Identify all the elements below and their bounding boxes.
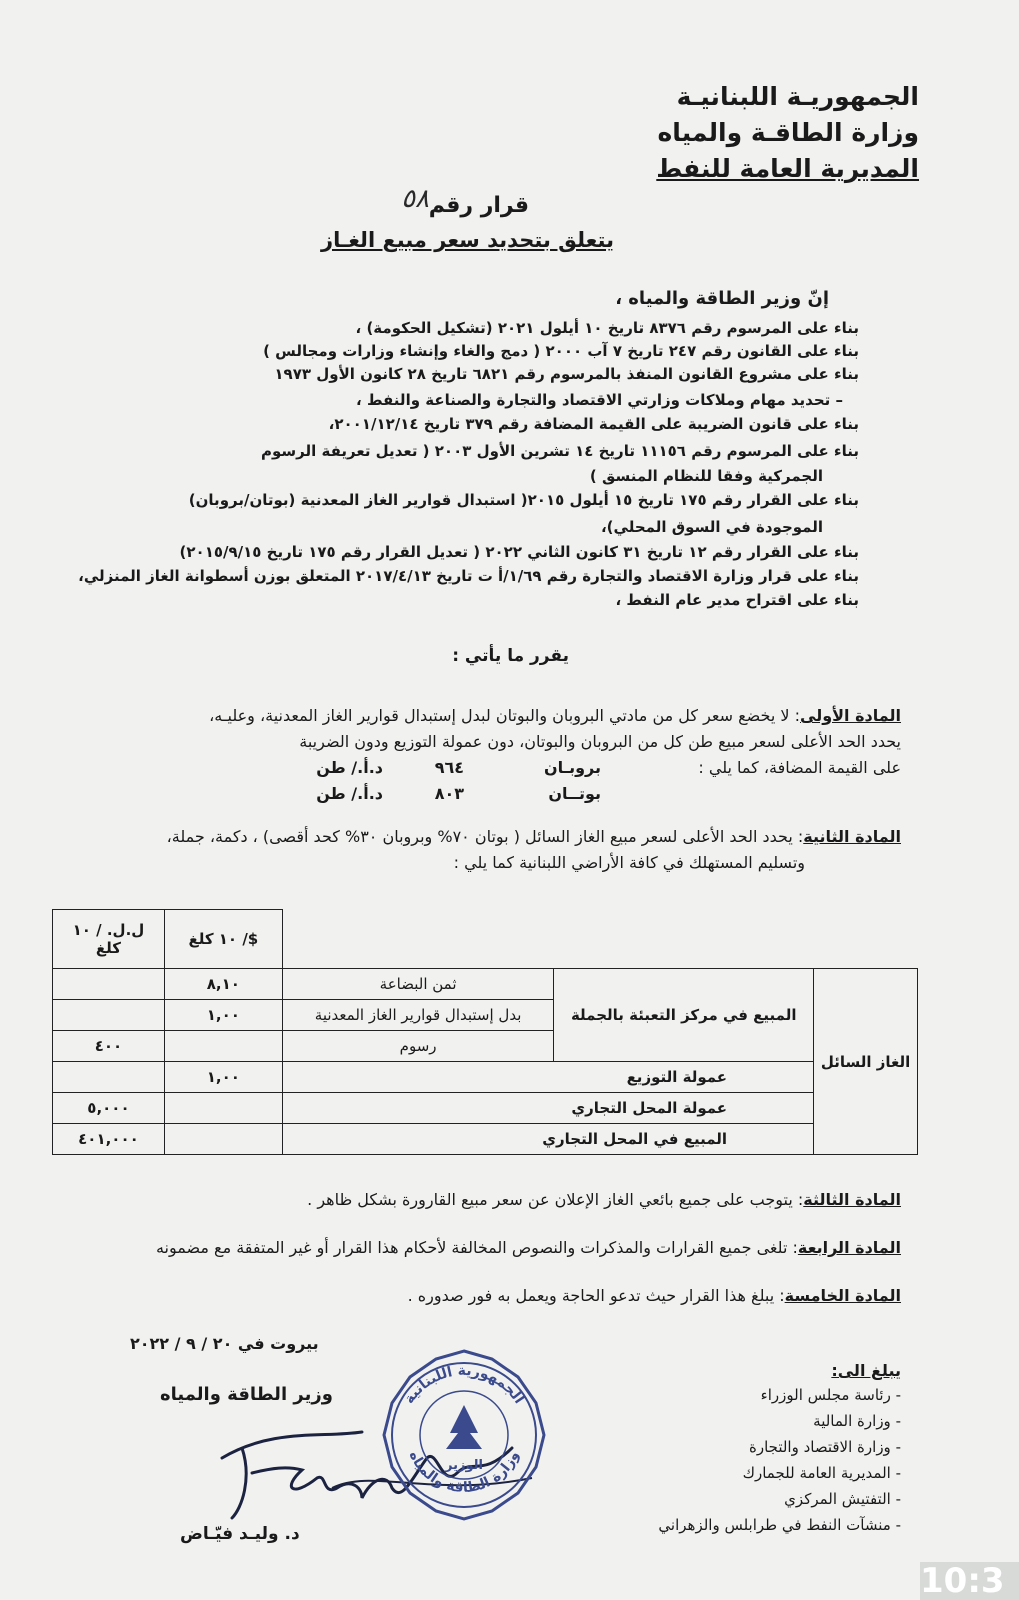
article-1-line-2: يحدد الحد الأعلى لسعر مبيع طن كل من البروبان والبوتان، دون عمولة التوزيع ودون الضريبة [299,732,901,751]
seal-center-text: الوزير [445,1458,483,1473]
preamble-line: بناء على المرسوم رقم ٨٣٧٦ تاريخ ١٠ أيلول ٢٠٢١ (تشكيل الحكومة) ، [355,319,859,337]
preamble-opening: إنّ وزير الطاقة والمياه ، [615,288,829,309]
bullet-dash-icon: - [890,1438,901,1456]
minister-name: د. وليـد فيّـاض [180,1524,300,1544]
propane-value: ٩٦٤ [434,758,464,777]
cell-item: رسوم [282,1031,554,1062]
cell-lbp: ٥,٠٠٠ [53,1093,165,1124]
article-5-label: المادة الخامسة [784,1286,901,1305]
distribution-item: - التفتيش المركزي [784,1490,901,1508]
cell-lbp [53,969,165,1000]
cell-item: بدل إستبدال قوارير الغاز المعدنية [282,1000,554,1031]
distribution-heading: يبلغ الى: [831,1361,901,1380]
place-date: بيروت في ٢٠ / ٩ / ٢٠٢٢ [130,1334,319,1353]
preamble-line: الجمركية وفقا للنظام المنسق ) [589,467,823,485]
seal-bottom-text: وزارة الطاقة والمياه [405,1448,523,1496]
article-1-label: المادة الأولى [800,706,901,725]
article-4-text: : تلغى جميع القرارات والمذكرات والنصوص المخالفة لأحكام هذا القرار أو غير المتفقة مع مضمونه [155,1238,798,1257]
cedar-icon [446,1405,482,1449]
product-lpg: الغاز السائل [814,969,918,1155]
article-2-line-1 [167,824,901,850]
cell-item: عمولة المحل التجاري [282,1093,813,1124]
minister-title: وزير الطاقة والمياه [160,1384,333,1405]
distribution-item: - منشآت النفط في طرابلس والزهراني [658,1516,901,1534]
cell-usd: ١,٠٠ [164,1000,282,1031]
ministry-heading: وزارة الطاقـة والمياه [657,118,919,147]
article-3-text: : يتوجب على جميع بائعي الغاز الإعلان عن سعر مبيع القارورة بشكل ظاهر . [307,1190,804,1209]
cell-item: المبيع في المحل التجاري [282,1124,813,1155]
bullet-dash-icon: - [890,1464,901,1482]
cell-lbp: ٤٠١,٠٠٠ [53,1124,165,1155]
cell-lbp [53,1000,165,1031]
cell-usd [164,1093,282,1124]
preamble-line: بناء على قانون الضريبة على القيمة المضافة رقم ٣٧٩ تاريخ ٢٠٠١/١٢/١٤، [328,415,859,433]
article-1-line-1 [209,703,901,729]
article-5-text: : يبلغ هذا القرار حيث تدعو الحاجة ويعمل به فور صدوره . [407,1286,785,1305]
decision-number-label: قرار رقم [428,193,529,218]
decision-subject: يتعلق بتحديد سعر مبيع الغـاز [321,228,614,252]
decision-number: ٥٨ [401,184,429,214]
header-usd: $/ ١٠ كلغ [164,910,282,969]
propane-label: بروبـان [543,758,601,777]
butane-value: ٨٠٣ [434,784,464,803]
preamble-line: بناء على اقتراح مدير عام النفط ، [615,591,859,609]
preamble-line: بناء على مشروع القانون المنفذ بالمرسوم رقم ٦٨٢١ تاريخ ٢٨ كانون الأول ١٩٧٣ [274,365,859,383]
distribution-item: - المديرية العامة للجمارك [742,1464,901,1482]
header-lbp: ل.ل. / ١٠ كلغ [53,910,165,969]
cell-usd: ٨,١٠ [164,969,282,1000]
propane-unit: د.أ./ طن [316,758,383,777]
bullet-dash-icon: - [890,1412,901,1430]
cell-usd [164,1124,282,1155]
cell-item: عمولة التوزيع [282,1062,813,1093]
butane-unit: د.أ./ طن [316,784,383,803]
cell-lbp: ٤٠٠ [53,1031,165,1062]
article-3-label: المادة الثالثة [803,1190,901,1209]
distribution-item: - رئاسة مجلس الوزراء [760,1386,901,1404]
decides-heading: يقرر ما يأتي : [452,646,569,666]
distribution-item: - وزارة المالية [813,1412,901,1430]
cell-usd [164,1031,282,1062]
cell-usd: ١,٠٠ [164,1062,282,1093]
article-2-text: : يحدد الحد الأعلى لسعر مبيع الغاز السائل ( بوتان ٧٠% وبروبان ٣٠% كحد أقصى) ، دكمة، جملة، [166,827,804,846]
price-table [52,909,918,1155]
preamble-line: الموجودة في السوق المحلي)، [600,518,823,536]
article-5-line [408,1283,901,1309]
cell-lbp [53,1062,165,1093]
article-2-label: المادة الثانية [803,827,901,846]
article-4-line [156,1235,901,1261]
directorate-heading: المديرية العامة للنفط [656,154,919,183]
header-blank [282,910,917,969]
group-wholesale: المبيع في مركز التعبئة بالجملة [554,969,814,1062]
cell-item: ثمن البضاعة [282,969,554,1000]
seal-top-text: الجمهورية اللبنانية [401,1362,527,1407]
preamble-line: – تحديد مهام وملاكات وزارتي الاقتصاد والتجارة والصناعة والنفط ، [356,391,843,409]
distribution-item: - وزارة الاقتصاد والتجارة [748,1438,901,1456]
bullet-dash-icon: - [890,1386,901,1404]
article-1-line-3: على القيمة المضافة، كما يلي : [698,758,901,777]
bullet-dash-icon: - [890,1516,901,1534]
preamble-line: بناء على القرار رقم ١٢ تاريخ ٣١ كانون الثاني ٢٠٢٢ ( تعديل القرار رقم ١٧٥ تاريخ ٢٠١٥/٩/١٥) [179,543,859,561]
article-1-text: : لا يخضع سعر كل من مادتي البروبان والبوتان لبدل إستبدال قوارير الغاز المعدنية، وعليـه، [209,706,800,725]
article-2-line-2: وتسليم المستهلك في كافة الأراضي اللبنانية كما يلي : [453,853,805,872]
article-3-line [307,1187,901,1213]
ministry-seal [374,1345,554,1525]
preamble-line: بناء على المرسوم رقم ١١١٥٦ تاريخ ١٤ تشرين الأول ٢٠٠٣ ( تعديل تعريفة الرسوم [261,442,859,460]
bullet-dash-icon: - [890,1490,901,1508]
republic-heading: الجمهوريـة اللبنانيـة [676,82,919,111]
preamble-line: بناء على القرار رقم ١٧٥ تاريخ ١٥ أيلول ٢٠١٥( استبدال قوارير الغاز المعدنية (بوتان/بروبان) [188,491,859,509]
preamble-line: بناء على القانون رقم ٢٤٧ تاريخ ٧ آب ٢٠٠٠ ( دمج والغاء وإنشاء وزارات ومجالس ) [263,342,859,360]
butane-label: بوتــان [548,784,601,803]
preamble-line: بناء على قرار وزارة الاقتصاد والتجارة رقم ١/٦٩/أ ت تاريخ ٢٠١٧/٤/١٣ المتعلق بوزن أسطوانة الغاز المنزلي، [78,567,859,585]
time-overlay: 10:3 [920,1562,1019,1600]
article-4-label: المادة الرابعة [797,1238,901,1257]
